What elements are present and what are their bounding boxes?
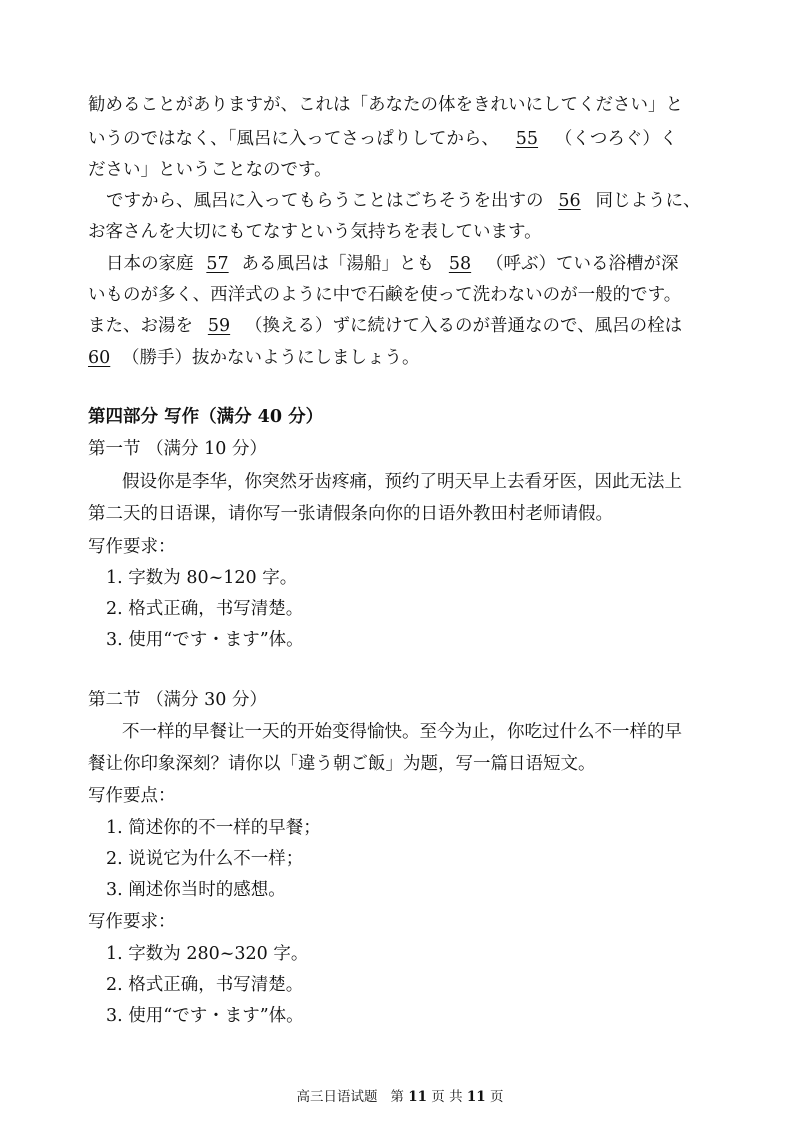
passage-text: ある風呂は「湯船」とも	[241, 254, 434, 274]
page-footer	[0, 1085, 800, 1105]
passage-line-8	[88, 314, 682, 338]
blank-56: 56	[558, 191, 581, 211]
section2-req-title: 写作要求：	[88, 912, 176, 932]
section1-title: 第一节 （满分 10 分）	[88, 439, 267, 459]
section1-req-3: 3. 使用“です・ます”体。	[106, 630, 304, 650]
page-number: 11	[408, 1089, 427, 1105]
section2-point-3: 3. 阐述你当时的感想。	[106, 880, 286, 900]
passage-line-2	[88, 127, 677, 151]
part4-heading: 第四部分 写作（满分 40 分）	[88, 407, 324, 427]
section2-req-1: 1. 字数为 280~320 字。	[106, 944, 309, 964]
passage-line-9	[88, 346, 420, 370]
section2-para-line-1: 不一样的早餐让一天的开始变得愉快。至今为止，你吃过什么不一样的早	[122, 722, 682, 742]
passage-text: （勝手）抜かないようにしましょう。	[122, 348, 420, 368]
blank-55: 55	[515, 129, 539, 149]
passage-line-3: ださい」ということなのです。	[88, 160, 332, 180]
passage-line-6	[106, 252, 679, 276]
passage-text: 同じように、	[595, 191, 701, 211]
page-total: 11	[466, 1089, 486, 1105]
footer-text: 页 共	[431, 1089, 463, 1105]
section2-para-line-2: 餐让你印象深刻？请你以「違う朝ご飯」为题，写一篇日语短文。	[88, 754, 596, 774]
footer-text: 第	[390, 1089, 404, 1105]
passage-text: 日本の家庭	[106, 254, 194, 274]
section2-point-2: 2. 说说它为什么不一样；	[106, 849, 304, 869]
blank-59: 59	[207, 316, 231, 336]
blank-60: 60	[88, 348, 111, 368]
passage-text: いうのではなく、「風呂に入ってさっぱりしてから、	[88, 129, 499, 149]
blank-58: 58	[448, 254, 472, 274]
section1-para-line-2: 第二天的日语课，请你写一张请假条向你的日语外教田村老师请假。	[88, 504, 613, 524]
passage-text: （換える）ずに続けて入るのが普通なので、風呂の栓は	[245, 316, 683, 336]
section1-para-line-1: 假设你是李华，你突然牙齿疼痛，预约了明天早上去看牙医，因此无法上	[122, 472, 682, 492]
footer-title: 高三日语试题	[296, 1089, 378, 1105]
passage-line-1: 勧めることがありますが、これは「あなたの体をきれいにしてください」と	[88, 95, 683, 115]
section2-req-2: 2. 格式正确，书写清楚。	[106, 975, 304, 995]
section1-req-1: 1. 字数为 80~120 字。	[106, 568, 298, 588]
passage-line-7: いものが多く、西洋式のように中で石鹸を使って洗わないのが一般的です。	[88, 285, 682, 305]
passage-line-5: お客さんを大切にもてなすという気持ちを表しています。	[88, 222, 542, 242]
passage-text: ですから、風呂に入ってもらうことはごちそうを出すの	[106, 191, 544, 211]
section2-point-1: 1. 简述你的不一样的早餐；	[106, 818, 321, 838]
footer-text: 页	[489, 1089, 504, 1105]
section2-title: 第二节 （满分 30 分）	[88, 690, 267, 710]
section2-points-title: 写作要点：	[88, 786, 176, 806]
section1-req-title: 写作要求：	[88, 537, 176, 557]
section1-req-2: 2. 格式正确，书写清楚。	[106, 599, 304, 619]
passage-text: （呼ぶ）ている浴槽が深	[486, 254, 679, 274]
passage-line-4	[106, 189, 701, 213]
section2-req-3: 3. 使用“です・ます”体。	[106, 1006, 304, 1026]
blank-57: 57	[206, 254, 229, 274]
passage-text: また、お湯を	[88, 316, 193, 336]
passage-text: （くつろぐ）く	[554, 129, 678, 149]
